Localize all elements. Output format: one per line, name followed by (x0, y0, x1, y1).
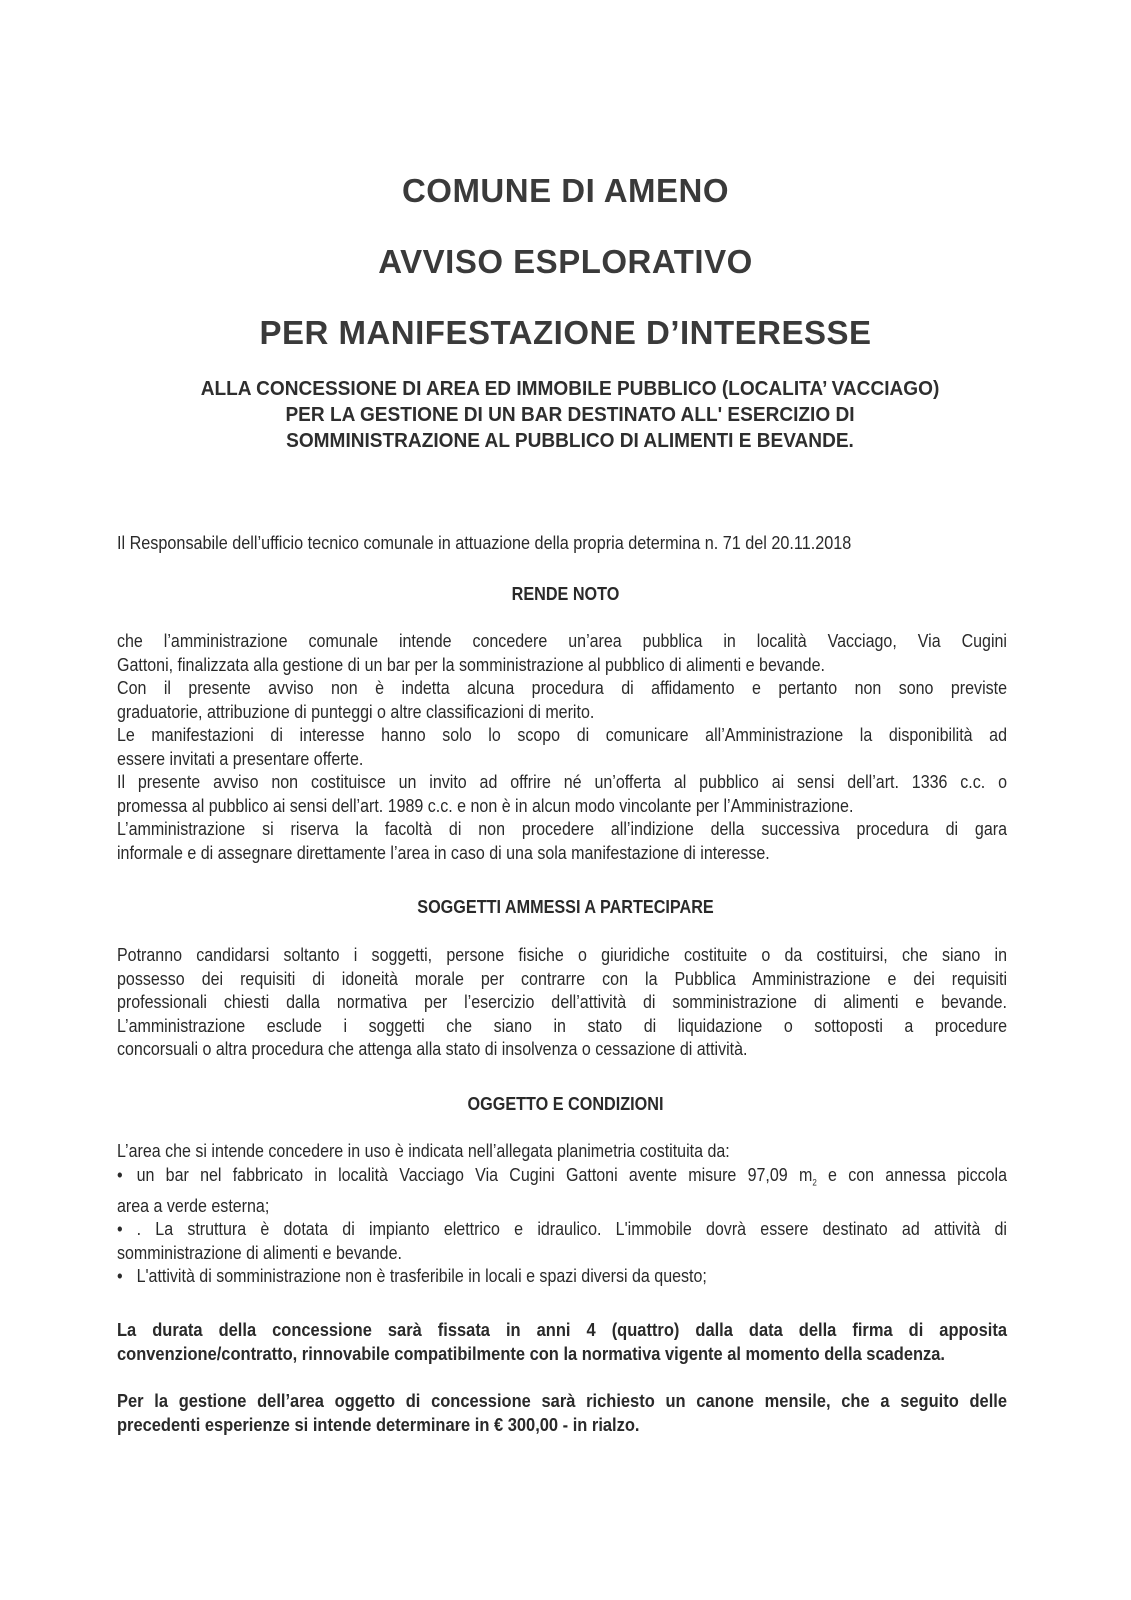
section-heading-oggetto: OGGETTO E CONDIZIONI (467, 1094, 664, 1114)
notice-object-line: PER LA GESTIONE DI UN BAR DESTINATO ALL' ESERCIZIO DI (285, 403, 855, 426)
notice-object-line: SOMMINISTRAZIONE AL PUBBLICO DI ALIMENTI E BEVANDE. (286, 429, 854, 452)
fee-paragraph (117, 1389, 1007, 1437)
section-heading-soggetti: SOGGETTI AMMESSI A PARTECIPARE (417, 897, 714, 917)
text-line: L’amministrazione esclude i soggetti che siano in stato di liquidazione o sottoposti a procedure (117, 1015, 1007, 1036)
text-line: possesso dei requisiti di idoneità morale per contrarre con la Pubblica Amministrazione e dei requisiti (117, 968, 1007, 989)
text-line: L’amministrazione si riserva la facoltà di non procedere all’indizione della successiva procedura di gara (117, 819, 1007, 839)
bullet-icon: • (117, 1219, 123, 1240)
text-line: essere invitati a presentare offerte. (117, 748, 364, 769)
notice-object-line: ALLA CONCESSIONE DI AREA ED IMMOBILE PUBBLICO (LOCALITA’ VACCIAGO) (200, 377, 940, 400)
text-line: La durata della concessione sarà fissata in anni 4 (quattro) dalla data della firma di apposita (117, 1319, 1007, 1340)
notice-subtitle: PER MANIFESTAZIONE D’INTERESSE (259, 314, 872, 351)
list-item: • . La struttura è dotata di impianto elettrico e idraulico. L'immobile dovrà essere destinato ad attività di (117, 1218, 1007, 1242)
text-line: Per la gestione dell’area oggetto di concessione sarà richiesto un canone mensile, che a seguito delle (117, 1390, 1007, 1411)
section-body-oggetto (117, 1140, 1007, 1289)
text-line: precedenti esperienze si intende determinare in € 300,00 - in rialzo. (117, 1414, 640, 1435)
section-heading-rende-noto: RENDE NOTO (511, 584, 620, 604)
list-item: • L'attività di somministrazione non è trasferibile in locali e spazi diversi da questo; (117, 1265, 1007, 1289)
text-line: concorsuali o altra procedura che attenga alla stato di insolvenza o cessazione di attività. (117, 1039, 748, 1059)
notice-object (152, 376, 989, 454)
section-body-rende-noto (117, 630, 1007, 865)
text-line: somministrazione di alimenti e bevande. (117, 1242, 402, 1263)
bullet-icon: • (117, 1266, 123, 1287)
text-line: L’area che si intende concedere in uso è indicata nell’allegata planimetria costituita da: (117, 1141, 730, 1161)
bullet-icon: • (117, 1164, 123, 1185)
text-line: che l’amministrazione comunale intende concedere un’area pubblica in località Vacciago, Via Cugini (117, 631, 1007, 651)
text-line: convenzione/contratto, rinnovabile compatibilmente con la normativa vigente al momento della scadenza. (117, 1343, 946, 1364)
text-line: Le manifestazioni di interesse hanno solo lo scopo di comunicare all’Amministrazione la disponibilità ad (117, 725, 1007, 745)
list-item: • un bar nel fabbricato in località Vacciago Via Cugini Gattoni avente misure 97,09 $m_2$ e con annessa piccola (117, 1164, 1008, 1188)
text-line: Il presente avviso non costituisce un invito ad offrire né un’offerta al pubblico ai sensi dell’art. 1336 c.c. o (117, 772, 1007, 792)
text-line: Gattoni, finalizzata alla gestione di un bar per la somministrazione al pubblico di alimenti e bevande. (117, 654, 825, 675)
text-line: area a verde esterna; (117, 1195, 270, 1216)
intro-statement: Il Responsabile dell’ufficio tecnico comunale in attuazione della propria determina n. 71 del 20.11.2018 (117, 533, 852, 553)
text-line: informale e di assegnare direttamente l’area in caso di una sola manifestazione di interesse. (117, 842, 770, 863)
municipality-title: COMUNE DI AMENO (401, 172, 730, 209)
text-line: Potranno candidarsi soltanto i soggetti, persone fisiche o giuridiche costituite o da costituirsi, che siano in (117, 945, 1007, 965)
notice-title: AVVISO ESPLORATIVO (378, 243, 753, 280)
section-body-soggetti (117, 944, 1007, 1062)
duration-paragraph (117, 1318, 1007, 1366)
text-line: Con il presente avviso non è indetta alcuna procedura di affidamento e pertanto non sono previste (117, 678, 1007, 698)
text-line: promessa al pubblico ai sensi dell’art. 1989 c.c. e non è in alcun modo vincolante per l’Amministrazione. (117, 795, 854, 816)
text-line: graduatorie, attribuzione di punteggi o altre classificazioni di merito. (117, 701, 595, 722)
text-line: professionali chiesti dalla normativa per l’esercizio dell’attività di somministrazione di alimenti e bevande. (117, 992, 1007, 1012)
